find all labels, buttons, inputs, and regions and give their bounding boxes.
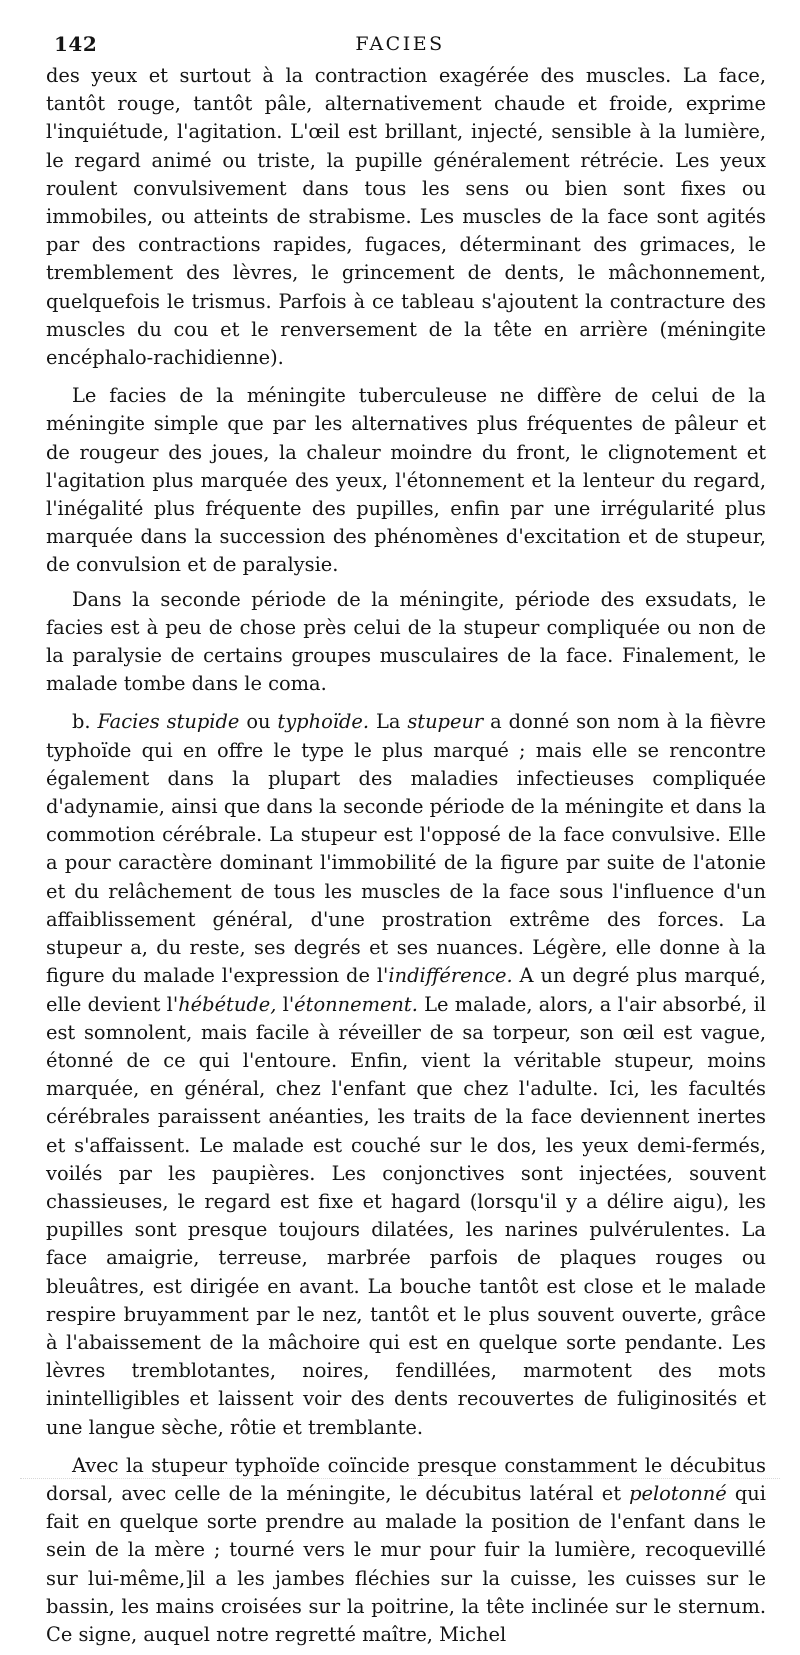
paragraph-seconde-periode: Dans la seconde période de la méningite, période des exsudats, le facies est à peu de chose près celui de la stupeur compliquée ou non de la paralysie de certains groupes musculaires de la face. Finalement, le malade tombe dans le coma.	[46, 587, 766, 696]
paragraph-facies-stupide	[46, 708, 766, 1441]
page-header	[0, 30, 800, 60]
text-run: La	[369, 710, 408, 734]
text-run: b.	[72, 710, 98, 734]
text-run: a donné son nom à la fièvre typhoïde qui en offre le type le plus marqué ; mais elle se rencontre également dans la plupart des maladies infectieuses compliquée d'adynamie, ainsi que dans la seconde période de la méningite et dans la commotion cérébrale. La stupeur est l'opposé de la face convulsive. Elle a pour caractère dominant l'immobilité de la figure par suite de l'atonie et du relâchement de tous les muscles de la face sous l'influence d'un affaiblissement général, d'une prostration extrême des forces. La stupeur a, du reste, ses degrés et ses nuances. Légère, elle donne à la figure du malade l'expression de l'	[46, 710, 766, 988]
scan-artifact-line	[20, 1478, 780, 1491]
page-number: 142	[54, 32, 98, 56]
text-run: Le malade, alors, a l'air absorbé, il est somnolent, mais facile à réveiller de sa torpeur, son œil est vague, étonné de ce qui l'entoure. Enfin, vient la véritable stupeur, moins marquée, en général, chez l'enfant que chez l'adulte. Ici, les facultés cérébrales paraissent anéanties, les traits de la face deviennent inertes et s'affaissent. Le malade est couché sur le dos, les yeux demi-fermés, voilés par les paupières. Les conjonctives sont injectées, souvent chassieuses, le regard est fixe et hagard (lorsqu'il y a délire aigu), les pupilles sont presque toujours dilatées, les narines pulvérulentes. La face amaigrie, terreuse, marbrée parfois de plaques rouges ou bleuâtres, est dirigée en avant. La bouche tantôt est close et le malade respire bruyamment par le nez, tantôt et le plus souvent ouverte, grâce à l'abaissement de la mâchoire qui est en quelque sorte pendante. Les lèvres tremblotantes, noires, fendillées, marmotent des mots inintelligibles et laissent voir des dents recouvertes de fuliginosités et une langue sèche, rôtie et tremblante.	[46, 992, 767, 1439]
italic-term-stupeur: stupeur	[407, 710, 484, 734]
italic-term-indifference: indifférence.	[388, 964, 513, 988]
italic-term-etonnement: étonnement.	[294, 992, 418, 1016]
body-text	[46, 62, 766, 1655]
text-run: qui fait en quelque sorte prendre au malade la position de l'enfant dans le sein de la mère ; tourné vers le mur pour fuir la lumière, recoquevillé sur lui-même,]il a les jambes fléchies sur la cuisse, les cuisses sur le bassin, les mains croisées sur la poitrine, la tête inclinée sur le sternum. Ce signe, auquel notre regretté maître, Michel	[46, 1481, 766, 1646]
paragraph-continuation: des yeux et surtout à la contraction exagérée des muscles. La face, tantôt rouge, tantôt pâle, alternativement chaude et froide, exprime l'inquiétude, l'agitation. L'œil est brillant, injecté, sensible à la lumière, le regard animé ou triste, la pupille généralement rétrécie. Les yeux roulent convulsivement dans tous les sens ou bien sont fixes ou immobiles, ou atteints de strabisme. Les muscles de la face sont agités par des contractions rapides, fugaces, déterminant des grimaces, le tremblement des lèvres, le grincement de dents, le mâchonnement, quelquefois le trismus. Parfois à ce tableau s'ajoutent la contracture des muscles du cou et le renversement de la tête en arrière (méningite encéphalo-rachidienne).	[46, 64, 766, 370]
italic-term-pelotonne: pelotonné	[629, 1481, 727, 1505]
paragraph-meningite-tuberculeuse: Le facies de la méningite tuberculeuse ne diffère de celui de la méningite simple que par les alternatives plus fréquentes de pâleur et de rougeur des joues, la chaleur moindre du front, le clignotement et l'agitation plus marquée des yeux, l'étonnement et la lenteur du regard, l'inégalité plus fréquente des pupilles, enfin par une irrégularité plus marquée dans la succession des phénomènes d'excitation et de stupeur, de convulsion et de paralysie.	[46, 384, 766, 577]
italic-term-hebetude: hébétude,	[178, 992, 277, 1016]
text-run: A un degré plus marqué, elle devient l'	[46, 964, 766, 1016]
text-run: Avec la stupeur typhoïde coïncide presque constamment le décubitus dorsal, avec celle de la méningite, le décubitus latéral et	[46, 1453, 766, 1505]
italic-term-facies-stupide: Facies stupide	[97, 710, 240, 734]
running-head: FACIES	[355, 33, 445, 55]
italic-term-typhoide: typhoïde.	[277, 710, 369, 734]
text-run: l'	[276, 992, 295, 1016]
text-run: ou	[239, 710, 278, 734]
